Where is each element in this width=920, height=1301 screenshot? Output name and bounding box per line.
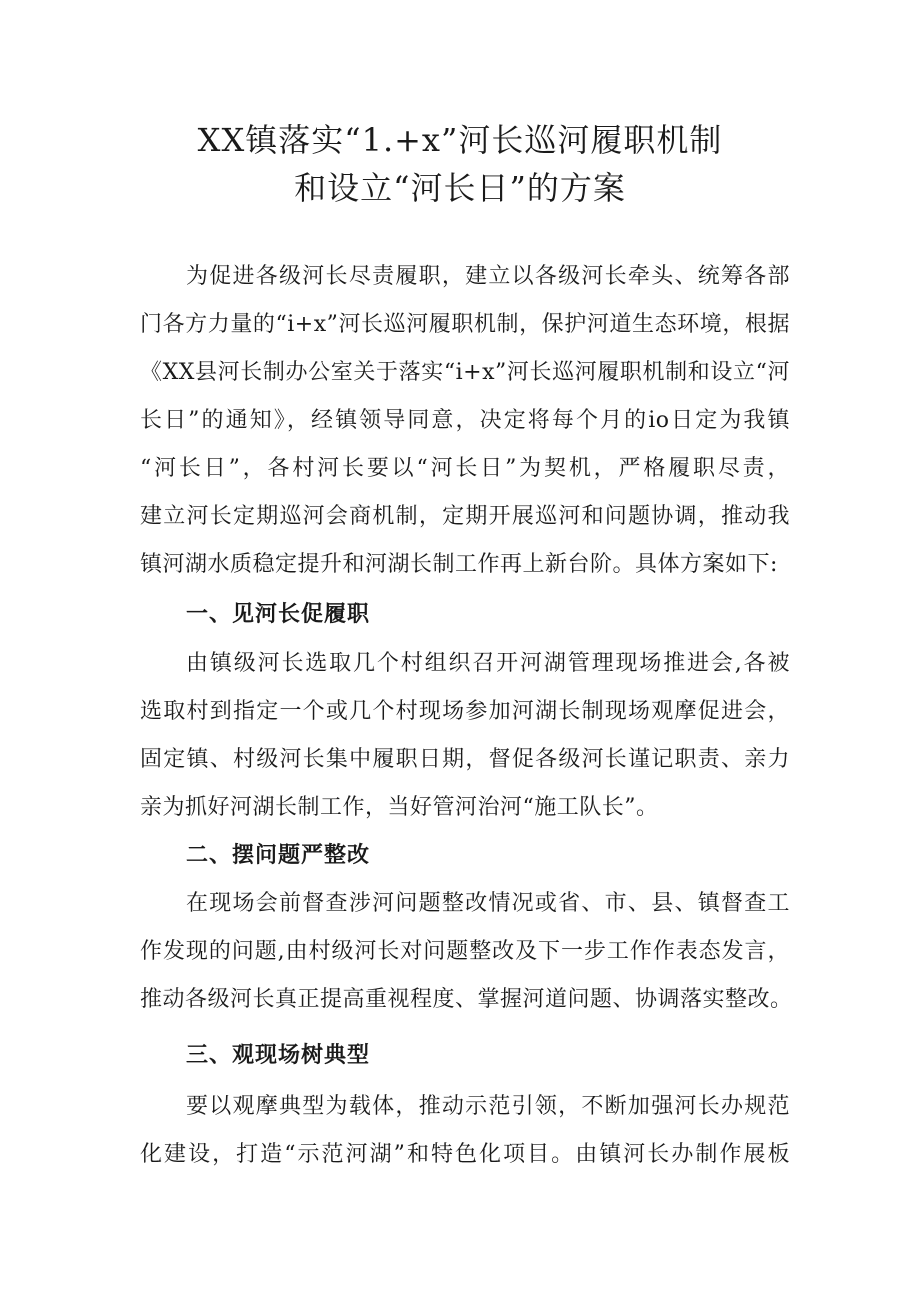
section-3-paragraph [140,1083,790,1179]
section-heading-2: 二、摆问题严整改 [186,843,371,868]
paragraph-line: 建立河长定期巡河会商机制，定期开展巡河和问题协调，推动我 [140,504,790,529]
section-2-paragraph [140,880,793,1024]
document-title-line-2: 和设立“河长日”的方案 [294,169,626,207]
paragraph-line: 作发现的问题,由村级河长对问题整改及下一步工作作表态发言， [140,939,790,964]
paragraph-line: 选取村到指定一个或几个村现场参加河湖长制现场观摩促进会， [140,699,790,724]
paragraph-line: 镇河湖水质稳定提升和河湖长制工作再上新台阶。具体方案如下: [140,552,778,577]
document-title-line-1: XX镇落实“1.+x”河长巡河履职机制 [197,121,723,159]
section-1-paragraph [140,640,790,832]
paragraph-line: 要以观摩典型为载体，推动示范引领，不断加强河长办规范 [186,1094,790,1119]
paragraph-line: 为促进各级河长尽责履职，建立以各级河长牵头、统筹各部 [186,264,790,289]
paragraph-line: 长日”的通知》，经镇领导同意，决定将每个月的io日定为我镇 [140,408,790,433]
paragraph-line: 由镇级河长选取几个村组织召开河湖管理现场推进会,各被 [186,651,790,676]
section-heading-3: 三、观现场树典型 [186,1043,371,1068]
section-heading-1: 一、见河长促履职 [186,602,371,627]
paragraph-line: 亲为抓好河湖长制工作，当好管河治河“施工队长”。 [140,795,659,820]
paragraph-line: 《XX县河长制办公室关于落实“i+x”河长巡河履职机制和设立“河 [140,360,790,385]
paragraph-line: 在现场会前督查涉河问题整改情况或省、市、县、镇督查工 [186,891,790,916]
paragraph-line: 固定镇、村级河长集中履职日期，督促各级河长谨记职责、亲力 [140,747,790,772]
paragraph-line: 门各方力量的“i+x”河长巡河履职机制，保护河道生态环境，根据 [140,312,790,337]
paragraph-line: “河长日”，各村河长要以“河长日”为契机，严格履职尽责， [140,456,790,481]
intro-paragraph [140,253,790,589]
paragraph-line: 化建设，打造“示范河湖”和特色化项目。由镇河长办制作展板 [140,1142,790,1167]
paragraph-line: 推动各级河长真正提高重视程度、掌握河道问题、协调落实整改。 [140,987,793,1012]
